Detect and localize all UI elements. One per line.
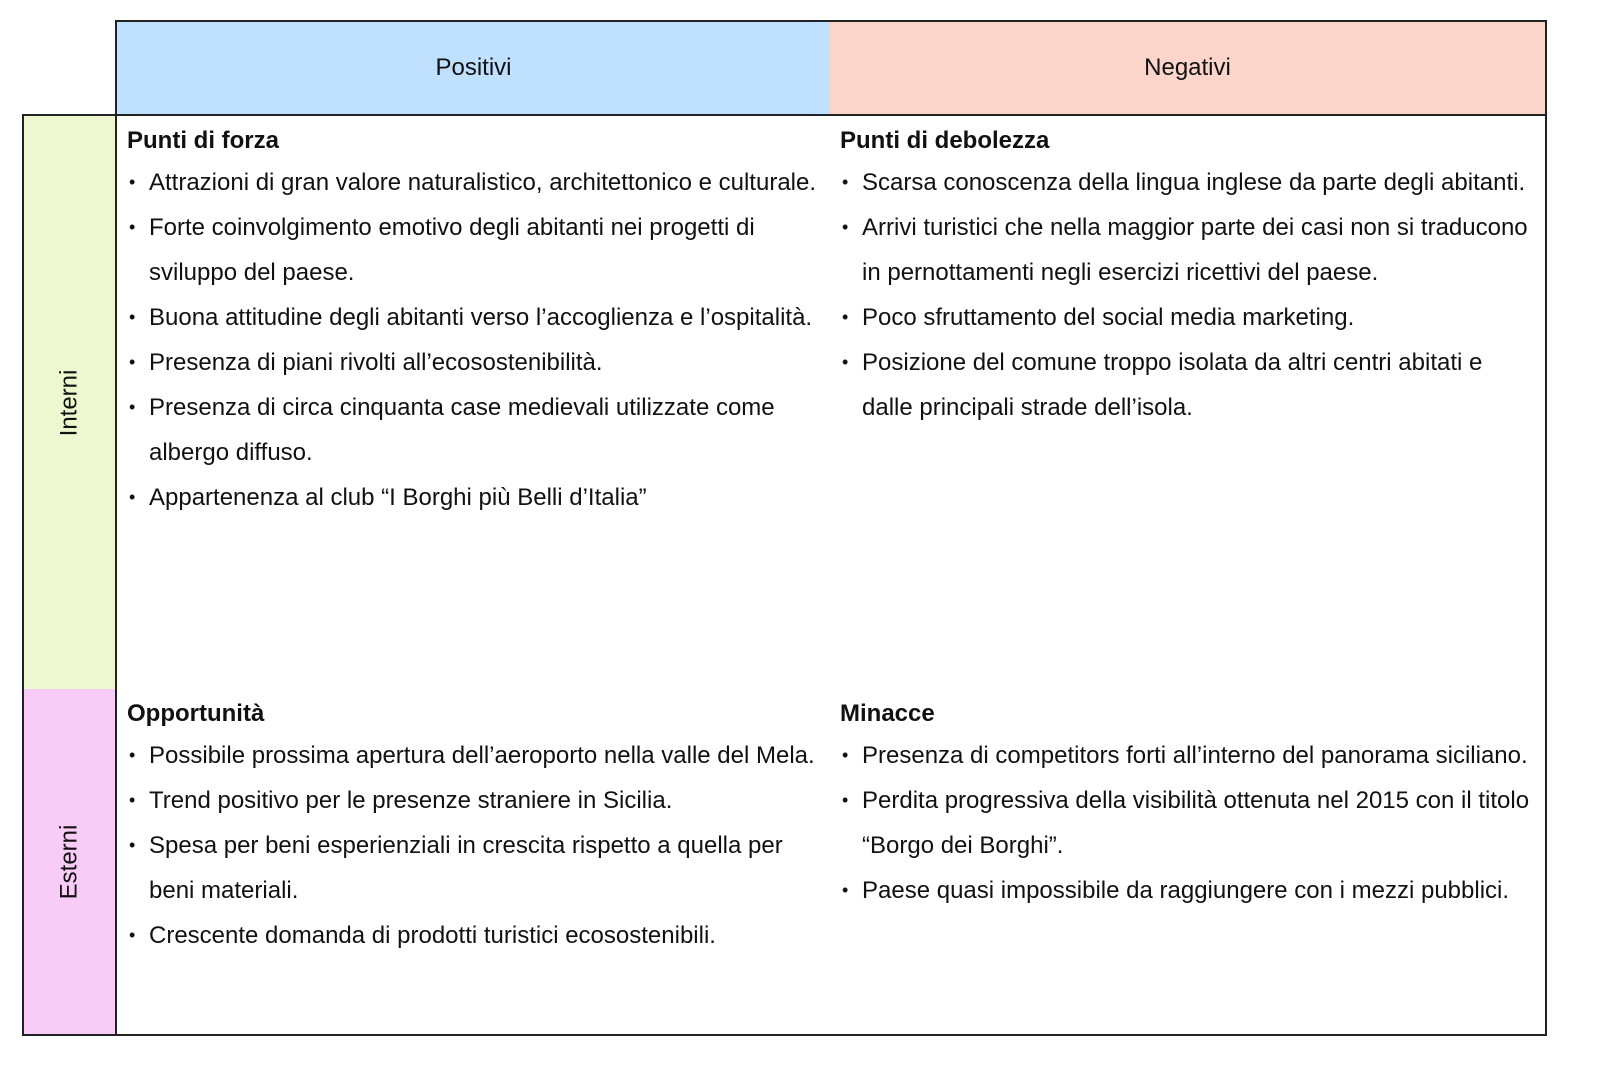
- threats-item: • Perdita progressiva della visibilità ottenuta nel 2015 con il titolo “Borgo dei Borghi”.: [840, 778, 1535, 868]
- opportunities-item: • Crescente domanda di prodotti turistici ecosostenibili.: [127, 913, 820, 958]
- opportunities-item: • Trend positivo per le presenze straniere in Sicilia.: [127, 778, 820, 823]
- strengths-item: • Presenza di circa cinquanta case medievali utilizzate come albergo diffuso.: [127, 385, 820, 475]
- strengths-item: • Buona attitudine degli abitanti verso l’accoglienza e l’ospitalità.: [127, 295, 820, 340]
- header-positive: [115, 20, 832, 116]
- header-negative: [830, 20, 1547, 116]
- weaknesses-item: • Posizione del comune troppo isolata da altri centri abitati e dalle principali strade dell’isola.: [840, 340, 1535, 430]
- weaknesses-item: • Poco sfruttamento del social media marketing.: [840, 295, 1535, 340]
- side-internal-label: Interni: [55, 369, 83, 436]
- side-internal: [22, 114, 117, 691]
- strengths-item: • Presenza di piani rivolti all’ecosostenibilità.: [127, 340, 820, 385]
- header-positive-label: Positivi: [435, 54, 512, 81]
- cell-opportunities: [115, 689, 832, 1036]
- threats-item: • Presenza di competitors forti all’interno del panorama siciliano.: [840, 733, 1535, 778]
- weaknesses-title: Punti di debolezza: [840, 127, 1050, 154]
- threats-list: [840, 733, 1535, 913]
- opportunities-item: • Possibile prossima apertura dell’aeroporto nella valle del Mela.: [127, 733, 820, 778]
- header-negative-label: Negativi: [1144, 54, 1231, 81]
- swot-matrix: [22, 20, 1547, 1036]
- weaknesses-list: [840, 160, 1535, 430]
- cell-threats: [830, 689, 1547, 1036]
- threats-title: Minacce: [840, 700, 935, 727]
- strengths-item: • Attrazioni di gran valore naturalistico, architettonico e culturale.: [127, 160, 820, 205]
- weaknesses-item: • Arrivi turistici che nella maggior parte dei casi non si traducono in pernottamenti negli esercizi ricettivi del paese.: [840, 205, 1535, 295]
- side-external: [22, 689, 117, 1036]
- weaknesses-item: • Scarsa conoscenza della lingua inglese da parte degli abitanti.: [840, 160, 1535, 205]
- side-external-label: Esterni: [55, 824, 83, 899]
- strengths-item: • Appartenenza al club “I Borghi più Belli d’Italia”: [127, 475, 820, 520]
- threats-item: • Paese quasi impossibile da raggiungere con i mezzi pubblici.: [840, 868, 1535, 913]
- opportunities-item: • Spesa per beni esperienziali in crescita rispetto a quella per beni materiali.: [127, 823, 820, 913]
- strengths-item: • Forte coinvolgimento emotivo degli abitanti nei progetti di sviluppo del paese.: [127, 205, 820, 295]
- cell-strengths: [115, 114, 832, 691]
- opportunities-title: Opportunità: [127, 700, 265, 727]
- opportunities-list: [127, 733, 820, 958]
- cell-weaknesses: [830, 114, 1547, 691]
- strengths-list: [127, 160, 820, 520]
- strengths-title: Punti di forza: [127, 127, 279, 154]
